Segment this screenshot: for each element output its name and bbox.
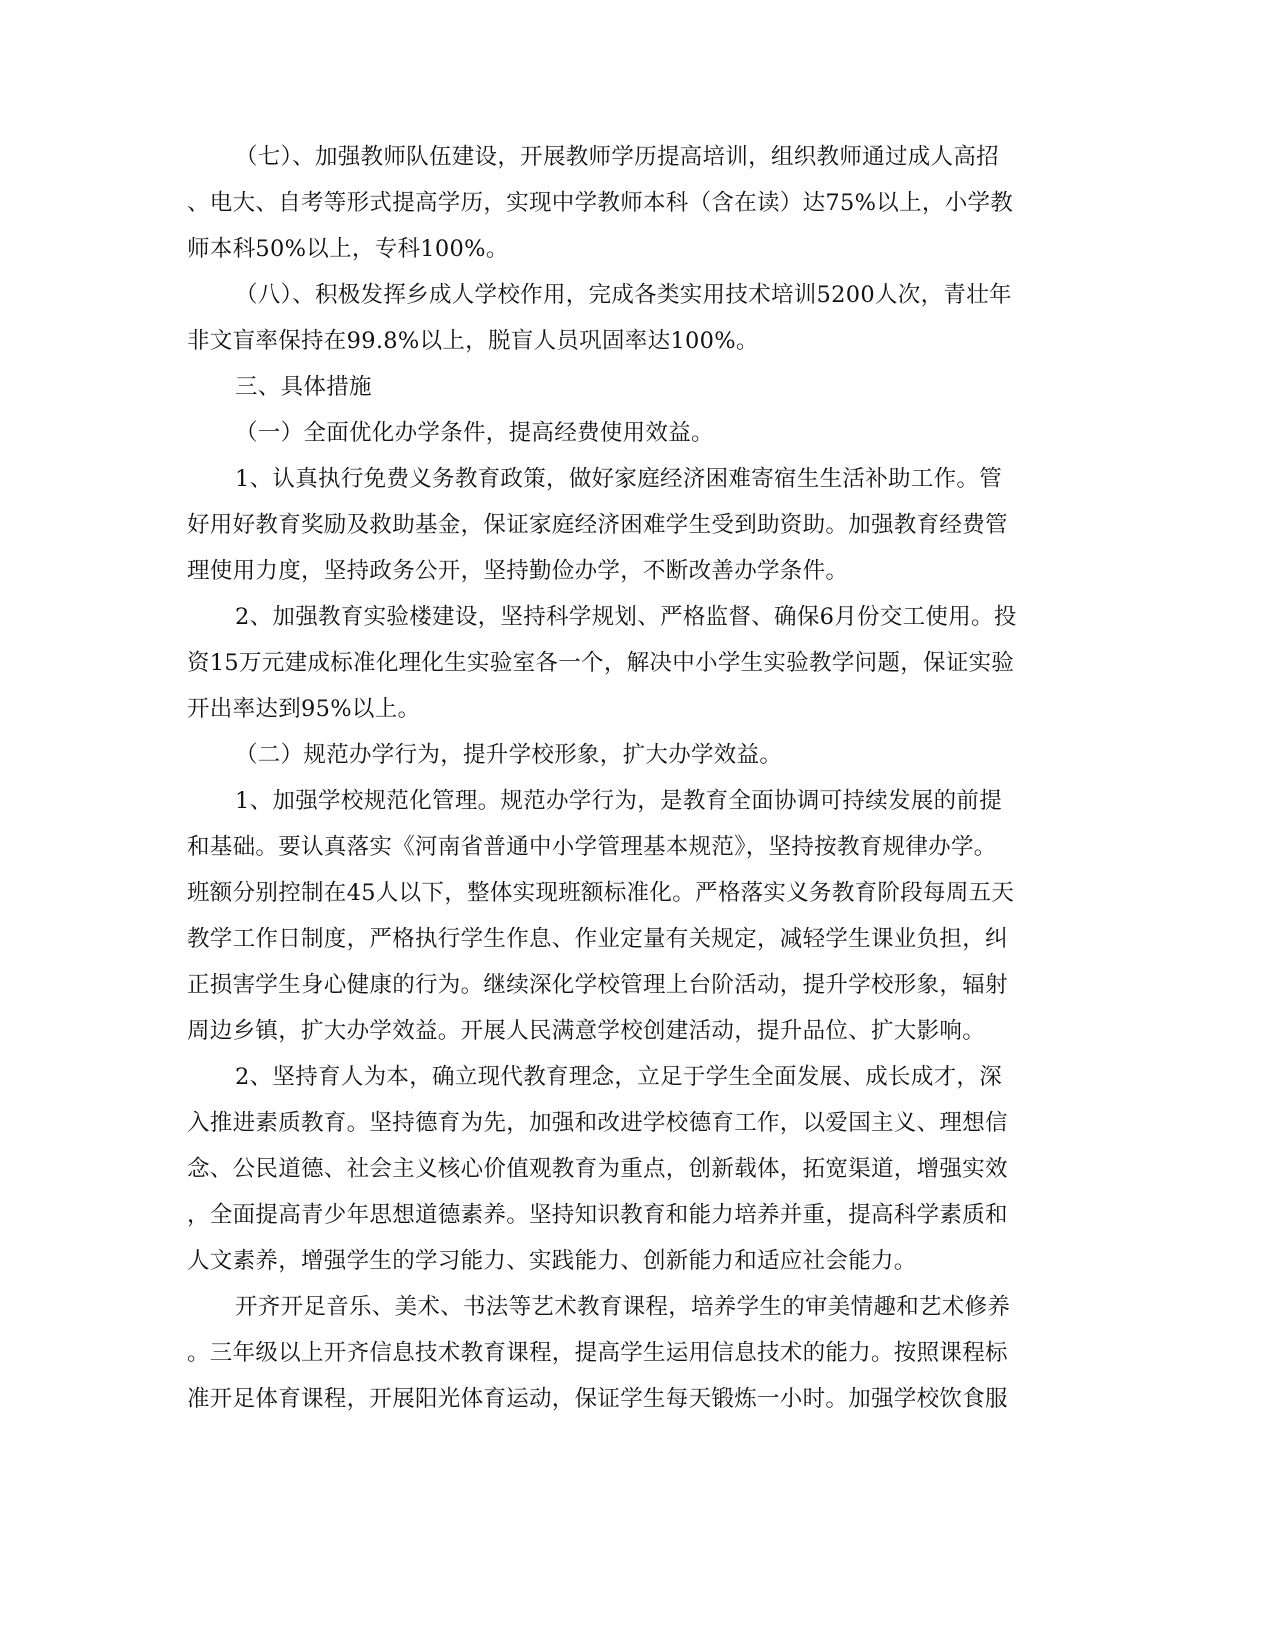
text-line: （七）、加强教师队伍建设，开展教师学历提高培训，组织教师通过成人高招 — [235, 144, 999, 170]
text-line: 周边乡镇，扩大办学效益。开展人民满意学校创建活动，提升品位、扩大影响。 — [187, 1018, 986, 1044]
text-line: 非文盲率保持在99.8%以上，脱盲人员巩固率达100%。 — [187, 328, 759, 354]
text-line: 开齐开足音乐、美术、书法等艺术教育课程，培养学生的审美情趣和艺术修养 — [235, 1294, 1011, 1320]
text-line: 准开足体育课程，开展阳光体育运动，保证学生每天锻炼一小时。加强学校饮食服 — [187, 1386, 1008, 1412]
text-line: 理使用力度，坚持政务公开，坚持勤俭办学，不断改善办学条件。 — [187, 558, 849, 584]
text-line: 1、加强学校规范化管理。规范办学行为，是教育全面协调可持续发展的前提 — [235, 788, 1003, 814]
text-line: 2、坚持育人为本，确立现代教育理念，立足于学生全面发展、成长成才，深 — [235, 1064, 1003, 1090]
text-line: ，全面提高青少年思想道德素养。坚持知识教育和能力培养并重，提高科学素质和 — [187, 1202, 1008, 1228]
subsection-heading: （二）规范办学行为，提升学校形象，扩大办学效益。 — [235, 742, 783, 768]
text-line: 好用好教育奖励及救助基金，保证家庭经济困难学生受到助资助。加强教育经费管 — [187, 512, 1008, 538]
text-line: 1、认真执行免费义务教育政策，做好家庭经济困难寄宿生生活补助工作。管 — [235, 466, 1003, 492]
text-line: 正损害学生身心健康的行为。继续深化学校管理上台阶活动，提升学校形象，辐射 — [187, 972, 1008, 998]
text-line: 、电大、自考等形式提高学历，实现中学教师本科（含在读）达75%以上，小学教 — [187, 190, 1014, 216]
text-line: （八）、积极发挥乡成人学校作用，完成各类实用技术培训5200人次，青壮年 — [235, 282, 1012, 308]
text-line: 。三年级以上开齐信息技术教育课程，提高学生运用信息技术的能力。按照课程标 — [187, 1340, 1008, 1366]
text-line: 教学工作日制度，严格执行学生作息、作业定量有关规定，减轻学生课业负担，纠 — [187, 926, 1008, 952]
text-line: 资15万元建成标准化理化生实验室各一个，解决中小学生实验教学问题，保证实验 — [187, 650, 1015, 676]
subsection-heading: （一）全面优化办学条件，提高经费使用效益。 — [235, 420, 714, 446]
text-line: 入推进素质教育。坚持德育为先，加强和改进学校德育工作，以爱国主义、理想信 — [187, 1110, 1008, 1136]
text-line: 和基础。要认真落实《河南省普通中小学管理基本规范》，坚持按教育规律办学。 — [187, 834, 997, 860]
text-line: 2、加强教育实验楼建设，坚持科学规划、严格监督、确保6月份交工使用。投 — [235, 604, 1017, 630]
text-line: 师本科50%以上，专科100%。 — [187, 236, 509, 262]
section-heading: 三、具体措施 — [235, 374, 372, 400]
text-line: 人文素养，增强学生的学习能力、实践能力、创新能力和适应社会能力。 — [187, 1248, 917, 1274]
text-line: 班额分别控制在45人以下，整体实现班额标准化。严格落实义务教育阶段每周五天 — [187, 880, 1015, 906]
text-line: 念、公民道德、社会主义核心价值观教育为重点，创新载体，拓宽渠道，增强实效 — [187, 1156, 1008, 1182]
text-line: 开出率达到95%以上。 — [187, 696, 421, 722]
